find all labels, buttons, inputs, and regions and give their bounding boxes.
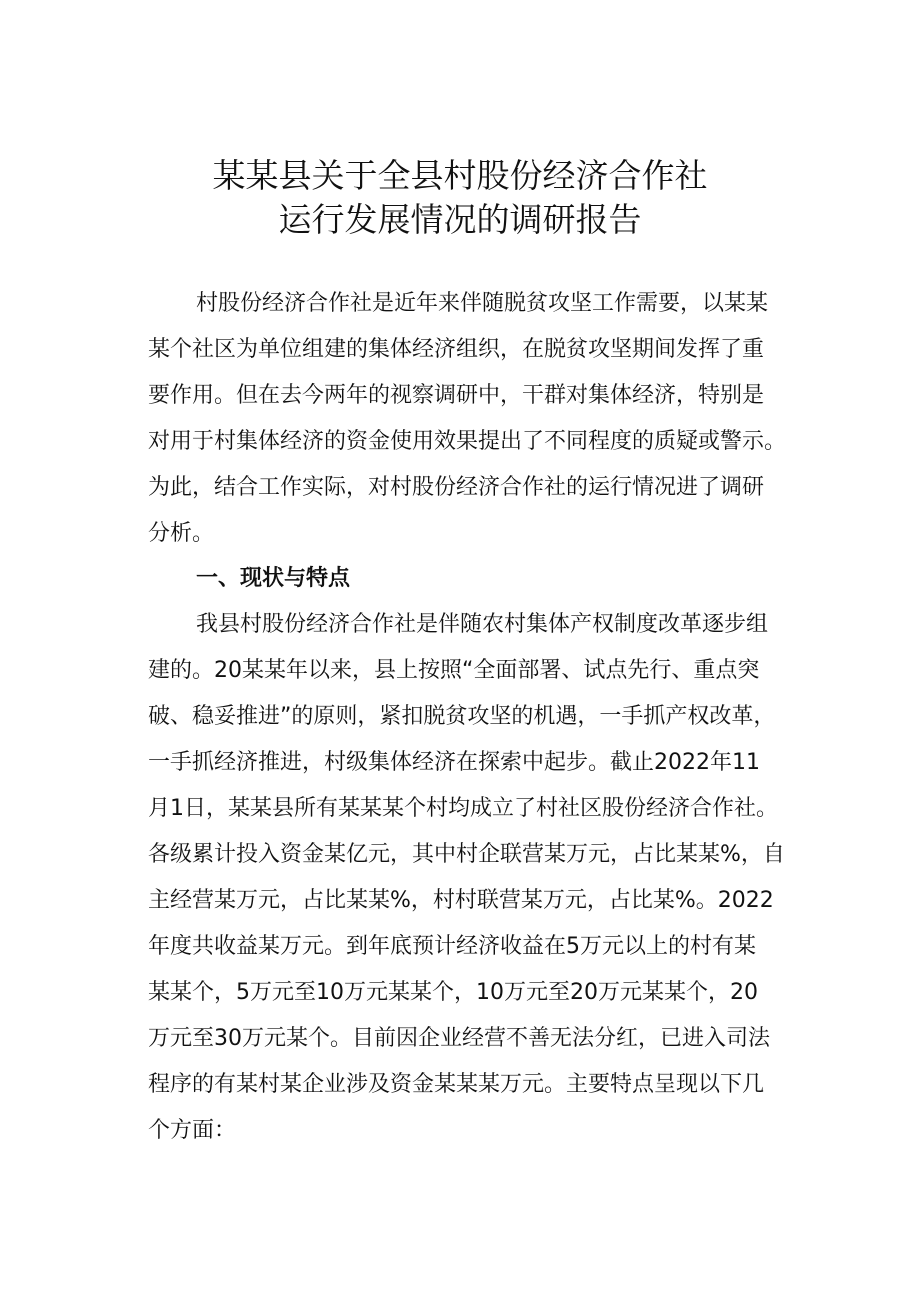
document-title-line-1: 某某县关于全县村股份经济合作社 [212, 156, 708, 195]
intro-paragraph-line: 某个社区为单位组建的集体经济组织，在脱贫攻坚期间发挥了重 [148, 337, 765, 362]
section-paragraph-line: 建的。20某某年以来，县上按照“全面部署、试点先行、重点突 [148, 658, 760, 683]
section-paragraph-line: 我县村股份经济合作社是伴随农村集体产权制度改革逐步组 [196, 612, 769, 637]
intro-paragraph-line: 要作用。但在去今两年的视察调研中，干群对集体经济，特别是 [148, 383, 765, 408]
section-paragraph-line: 各级累计投入资金某亿元，其中村企联营某万元，占比某某%，自 [148, 842, 785, 867]
section-paragraph-line: 万元至30万元某个。目前因企业经营不善无法分红，已进入司法 [148, 1026, 770, 1051]
section-paragraph-line: 某某个，5万元至10万元某某个，10万元至20万元某某个，20 [148, 980, 758, 1005]
intro-paragraph-line: 对用于村集体经济的资金使用效果提出了不同程度的质疑或警示。 [148, 429, 787, 454]
intro-paragraph-line: 为此，结合工作实际，对村股份经济合作社的运行情况进了调研 [148, 475, 765, 500]
section-paragraph-line: 一手抓经济推进，村级集体经济在探索中起步。截止2022年11 [148, 750, 760, 775]
section-paragraph-line: 主经营某万元，占比某某%，村村联营某万元，占比某%。2022 [148, 888, 774, 913]
section-heading: 一、现状与特点 [196, 566, 351, 591]
section-paragraph-line: 程序的有某村某企业涉及资金某某某万元。主要特点呈现以下几 [148, 1072, 765, 1097]
section-paragraph-line: 年度共收益某万元。到年底预计经济收益在5万元以上的村有某 [148, 934, 756, 959]
section-paragraph-line: 个方面： [148, 1118, 237, 1143]
section-paragraph-line: 月1日，某某县所有某某某个村均成立了村社区股份经济合作社。 [148, 796, 778, 821]
intro-paragraph-line: 分析。 [148, 521, 215, 546]
document-title-line-2: 运行发展情况的调研报告 [278, 200, 642, 239]
intro-paragraph-line: 村股份经济合作社是近年来伴随脱贫攻坚工作需要，以某某 [196, 291, 769, 316]
section-paragraph-line: 破、稳妥推进”的原则，紧扣脱贫攻坚的机遇，一手抓产权改革， [148, 704, 776, 729]
